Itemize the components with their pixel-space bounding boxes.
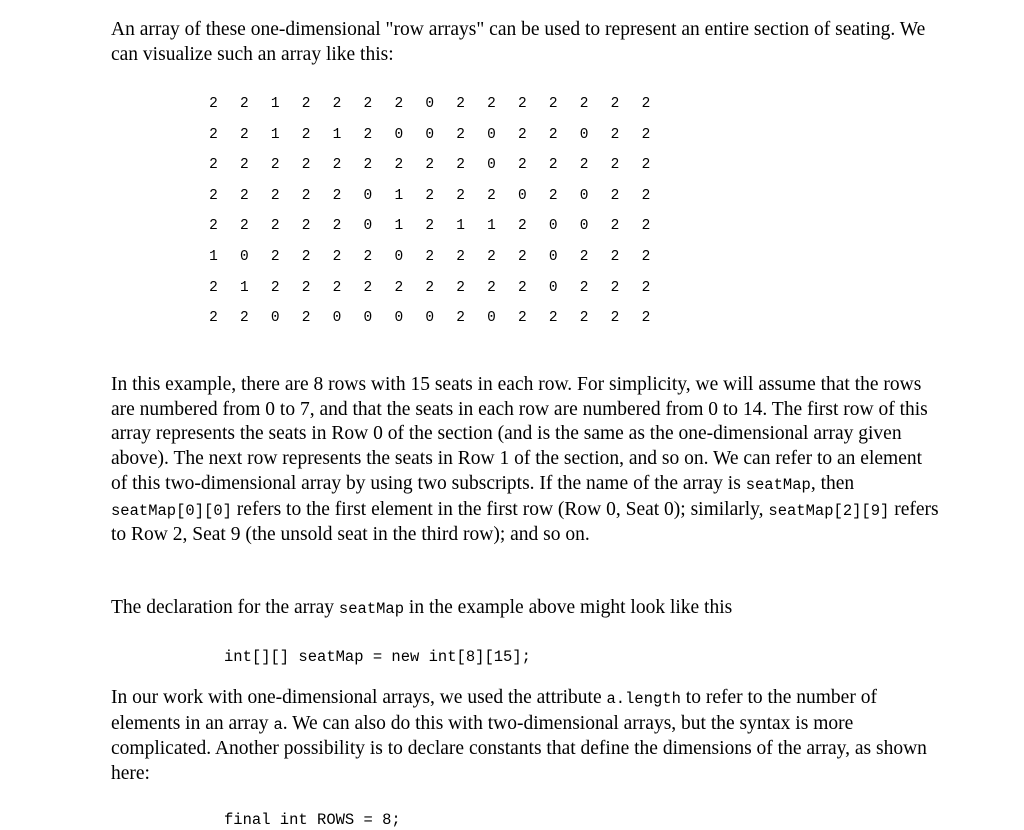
seat-cell: 2 <box>270 187 280 204</box>
seat-cell: 2 <box>209 279 218 296</box>
seat-cell: 2 <box>579 96 589 112</box>
seat-cell: 0 <box>363 187 373 204</box>
seat-cell: 2 <box>332 96 342 112</box>
seat-cell: 2 <box>332 187 342 204</box>
seat-cell: 1 <box>209 248 218 265</box>
declaration-paragraph <box>111 596 941 622</box>
seat-cell: 2 <box>518 96 527 112</box>
seat-cell: 2 <box>610 248 620 265</box>
seat-cell: 2 <box>518 157 527 174</box>
seat-cell: 0 <box>363 218 373 235</box>
seat-cell: 2 <box>456 96 465 112</box>
seat-cell: 2 <box>332 157 342 174</box>
seat-cell: 2 <box>518 248 527 265</box>
seat-cell: 2 <box>270 218 280 235</box>
seat-cell: 0 <box>270 310 280 327</box>
seat-cell: 2 <box>579 248 589 265</box>
seat-cell: 0 <box>425 96 435 112</box>
text-segment: refers to the first element in the first row (Row 0, Seat 0); similarly, <box>231 498 769 520</box>
text-segment: , then <box>810 472 855 494</box>
seat-cell: 2 <box>332 279 342 296</box>
seat-cell: 2 <box>239 96 249 112</box>
seat-cell: 2 <box>610 157 620 174</box>
text-segment: In this example, there are 8 rows with 15 seats in each row. For simplicity, we will assume that the rows are numbered from 0 to 7, and that the seats in each row are numbered from 0 to 14. The first row of this array represents the seats in Row 0 of the section (and is the same as the one-dimensional array given above). The next row represents the seats in Row 1 of the section, and so on. We can refer to an element of this two-dimensional array by using two subscripts. If the name of the array is <box>111 374 928 494</box>
seat-cell: 1 <box>239 279 249 296</box>
seat-cell: 2 <box>209 187 218 204</box>
seat-cell: 1 <box>394 218 404 235</box>
seat-cell: 2 <box>579 157 589 174</box>
seat-cell: 2 <box>610 187 620 204</box>
seat-cell: 2 <box>548 310 558 327</box>
seat-cell: 0 <box>579 126 589 143</box>
text-segment: refers to Row 2, Seat 9 (the unsold seat in the third row); and so on. <box>111 498 939 546</box>
seat-cell: 0 <box>548 218 558 235</box>
seat-cell: 1 <box>487 218 496 235</box>
seat-cell: 2 <box>641 187 651 204</box>
seat-cell: 0 <box>239 248 249 265</box>
seat-cell: 2 <box>487 248 496 265</box>
length-paragraph <box>111 686 941 787</box>
seat-cell: 2 <box>456 126 465 143</box>
seat-cell: 2 <box>518 310 527 327</box>
explanation-paragraph <box>111 373 941 548</box>
seat-cell: 2 <box>610 218 620 235</box>
seat-cell: 2 <box>363 126 373 143</box>
seat-cell: 2 <box>641 96 651 112</box>
seat-cell: 2 <box>363 157 373 174</box>
seat-cell: 2 <box>487 96 496 112</box>
seat-cell: 2 <box>209 126 218 143</box>
text-segment: In our work with one-dimensional arrays, we used the attribute <box>111 687 607 708</box>
seat-cell: 2 <box>301 279 311 296</box>
seat-cell: 2 <box>209 157 218 174</box>
seat-cell: 2 <box>270 248 280 265</box>
seat-cell: 2 <box>239 218 249 235</box>
text-segment: The declaration for the array <box>111 597 339 618</box>
seat-cell: 2 <box>239 126 249 143</box>
seat-cell: 0 <box>487 126 496 143</box>
seat-cell: 2 <box>239 157 249 174</box>
seat-cell: 2 <box>641 126 651 143</box>
inline-code-a: a <box>273 715 283 734</box>
seat-cell: 2 <box>425 248 435 265</box>
seat-cell: 2 <box>610 96 620 112</box>
seat-cell: 0 <box>518 187 527 204</box>
seat-cell: 2 <box>301 126 311 143</box>
seat-cell: 1 <box>456 218 465 235</box>
seat-cell: 0 <box>425 310 435 327</box>
seat-cell: 2 <box>456 187 465 204</box>
seat-cell: 2 <box>332 218 342 235</box>
seat-cell: 2 <box>610 126 620 143</box>
seat-cell: 2 <box>548 96 558 112</box>
seat-cell: 2 <box>301 248 311 265</box>
seat-cell: 0 <box>487 310 496 327</box>
seat-cell: 2 <box>363 248 373 265</box>
seat-cell: 2 <box>209 310 218 327</box>
seat-cell: 0 <box>579 218 589 235</box>
seat-cell: 2 <box>548 187 558 204</box>
seat-cell: 2 <box>548 157 558 174</box>
seat-cell: 0 <box>332 310 342 327</box>
seat-cell: 2 <box>487 279 496 296</box>
seat-cell: 2 <box>641 310 651 327</box>
seat-cell: 2 <box>270 279 280 296</box>
seat-cell: 2 <box>518 279 527 296</box>
seat-cell: 2 <box>270 157 280 174</box>
seat-cell: 2 <box>610 310 620 327</box>
seat-cell: 2 <box>363 279 373 296</box>
seat-cell: 2 <box>518 218 527 235</box>
seat-cell: 2 <box>425 218 435 235</box>
seat-cell: 2 <box>641 157 651 174</box>
code-constant: final int ROWS = 8; <box>224 811 401 829</box>
seat-cell: 0 <box>579 187 589 204</box>
seat-cell: 2 <box>332 248 342 265</box>
inline-code-seatmap: seatMap <box>745 475 811 494</box>
seat-cell: 0 <box>394 310 404 327</box>
seat-cell: 2 <box>456 157 465 174</box>
code-declaration: int[][] seatMap = new int[8][15]; <box>224 648 531 666</box>
seat-cell: 2 <box>579 279 589 296</box>
seat-cell: 2 <box>641 279 651 296</box>
seat-map-grid <box>198 93 661 338</box>
seat-cell: 2 <box>301 157 311 174</box>
seat-cell: 0 <box>363 310 373 327</box>
seat-cell: 2 <box>456 310 465 327</box>
seat-cell: 2 <box>456 248 465 265</box>
seat-cell: 0 <box>394 126 404 143</box>
seat-cell: 2 <box>301 187 311 204</box>
seat-cell: 2 <box>394 157 404 174</box>
inline-code-a-length: a.length <box>606 690 681 708</box>
seat-cell: 0 <box>487 157 496 174</box>
seat-cell: 2 <box>641 248 651 265</box>
seat-cell: 2 <box>641 218 651 235</box>
seat-cell: 2 <box>209 218 218 235</box>
seat-cell: 2 <box>239 310 249 327</box>
inline-code-seatmap-0-0: seatMap[0][0] <box>111 501 232 520</box>
text-segment: to refer to the number of elements in an array <box>111 687 877 734</box>
seat-cell: 2 <box>487 187 496 204</box>
seat-cell: 2 <box>548 126 558 143</box>
seat-cell: 2 <box>209 96 218 112</box>
text-segment: . We can also do this with two-dimensional arrays, but the syntax is more complicated. Another possibility is to declare constants that define the dimensions of the array, as shown here: <box>111 712 927 785</box>
seat-cell: 2 <box>518 126 527 143</box>
seat-cell: 2 <box>425 157 435 174</box>
seat-cell: 2 <box>301 310 311 327</box>
seat-cell: 2 <box>301 218 311 235</box>
seat-cell: 2 <box>301 96 311 112</box>
seat-cell: 2 <box>363 96 373 112</box>
intro-paragraph: An array of these one-dimensional "row arrays" can be used to represent an entire section of seating. We can visualize such an array like this: <box>111 19 926 65</box>
seat-cell: 0 <box>425 126 435 143</box>
seat-cell: 0 <box>548 248 558 265</box>
seat-cell: 2 <box>579 310 589 327</box>
seat-cell: 2 <box>610 279 620 296</box>
seat-cell: 1 <box>332 126 342 143</box>
text-segment: in the example above might look like this <box>404 597 733 618</box>
seat-cell: 0 <box>548 279 558 296</box>
seat-cell: 2 <box>394 96 404 112</box>
seat-cell: 1 <box>394 187 404 204</box>
seat-cell: 2 <box>425 187 435 204</box>
seat-cell: 2 <box>456 279 465 296</box>
inline-code-seatmap-2-9: seatMap[2][9] <box>768 501 890 520</box>
seat-cell: 0 <box>394 248 404 265</box>
seat-cell: 2 <box>425 279 435 296</box>
seat-cell: 1 <box>270 96 280 112</box>
seat-cell: 2 <box>394 279 404 296</box>
seat-cell: 1 <box>270 126 280 143</box>
seat-cell: 2 <box>239 187 249 204</box>
inline-code-seatmap: seatMap <box>338 600 405 618</box>
